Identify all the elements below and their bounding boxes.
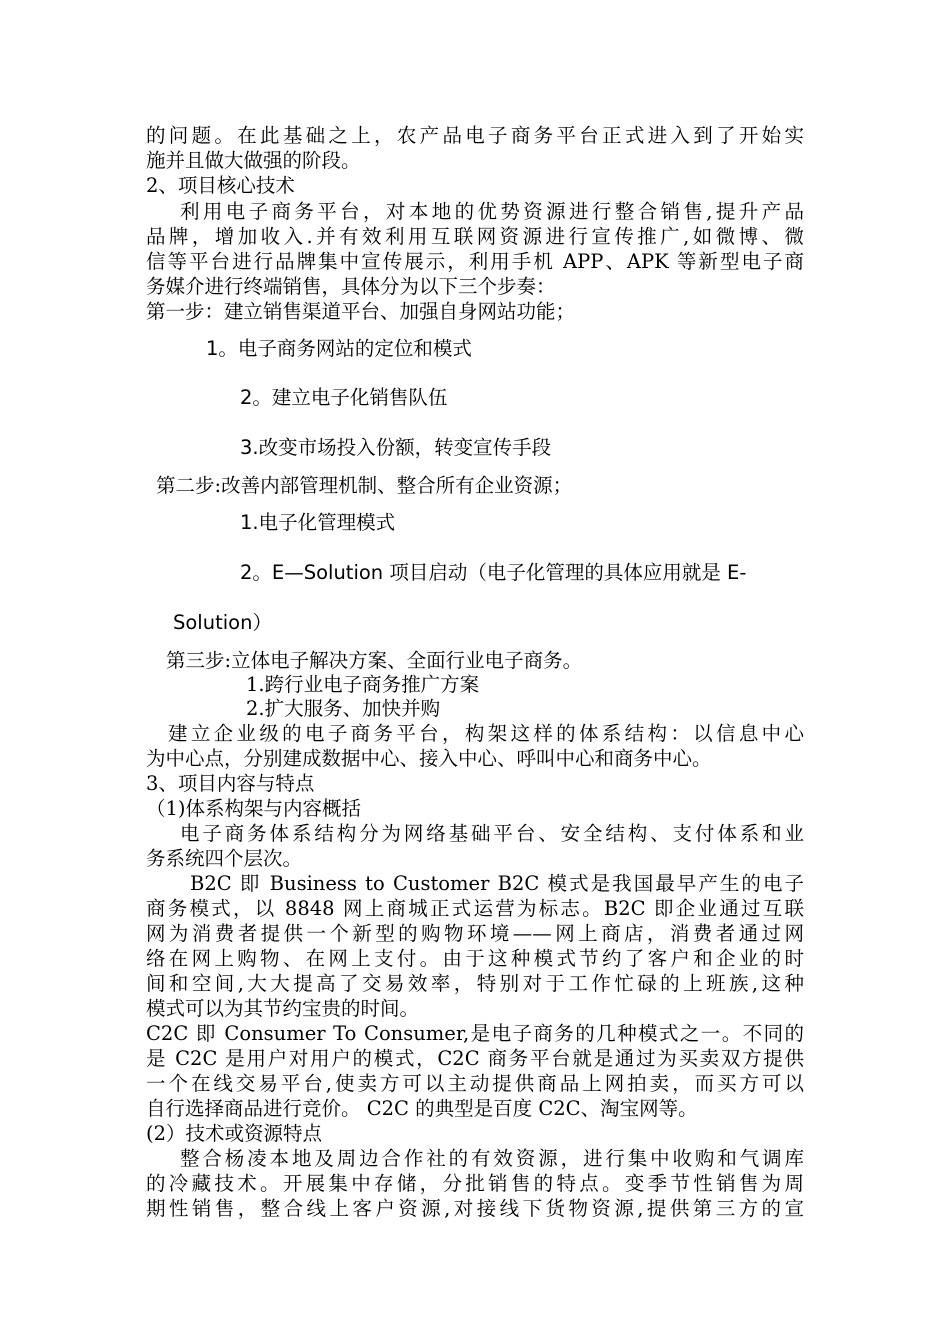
- list-item: 1。电子商务网站的定位和模式: [206, 337, 472, 360]
- list-item: 2.扩大服务、加快并购: [246, 697, 441, 720]
- subsection-heading: (2）技术或资源特点: [146, 1122, 323, 1145]
- step-heading: 第二步:改善内部管理机制、整合所有企业资源；: [156, 474, 573, 497]
- paragraph-line: 务媒介进行终端销售，具体分为以下三个步奏：: [146, 275, 556, 298]
- paragraph-line: 模式可以为其节约宝贵的时间。: [146, 997, 420, 1020]
- paragraph-line: 为中心点，分别建成数据中心、接入中心、呼叫中心和商务中心。: [146, 747, 712, 770]
- paragraph-line: 网为消费者提供一个新型的购物环境——网上商店，消费者通过网: [146, 922, 804, 945]
- paragraph-line: 务系统四个层次。: [146, 847, 303, 870]
- section-heading: 3、项目内容与特点: [146, 772, 315, 795]
- list-item: 2。E—Solution 项目启动（电子化管理的具体应用就是 E-: [240, 561, 747, 584]
- list-item: 1.跨行业电子商务推广方案: [246, 673, 480, 696]
- subsection-heading: （1)体系构架与内容概括: [146, 797, 362, 820]
- list-item: 1.电子化管理模式: [240, 511, 396, 534]
- paragraph-line: 施并且做大做强的阶段。: [146, 149, 361, 172]
- paragraph-line: 信等平台进行品牌集中宣传展示，利用手机 APP、APK 等新型电子商: [146, 250, 804, 273]
- paragraph-line: 期性销售，整合线上客户资源,对接线下货物资源,提供第三方的宣: [146, 1197, 804, 1220]
- paragraph-line: 电子商务体系结构分为网络基础平台、安全结构、支付体系和业: [180, 822, 804, 845]
- paragraph-line: 的冷藏技术。开展集中存储，分批销售的特点。变季节性销售为周: [146, 1172, 804, 1195]
- paragraph-line: 一个在线交易平台,使卖方可以主动提供商品上网拍卖，而买方可以: [146, 1072, 804, 1095]
- paragraph-line: 利用电子商务平台，对本地的优势资源进行整合销售,提升产品: [180, 200, 804, 223]
- paragraph-line: 商务模式，以 8848 网上商城正式运营为标志。B2C 即企业通过互联: [146, 897, 804, 920]
- step-heading: 第三步:立体电子解决方案、全面行业电子商务。: [166, 649, 583, 672]
- paragraph-line: 自行选择商品进行竞价。 C2C 的典型是百度 C2C、淘宝网等。: [146, 1097, 698, 1120]
- paragraph-line: C2C 即 Consumer To Consumer,是电子商务的几种模式之一。不同的: [146, 1022, 804, 1045]
- list-item: Solution）: [173, 611, 272, 634]
- paragraph-line: 整合杨凌本地及周边合作社的有效资源，进行集中收购和气调库: [180, 1147, 804, 1170]
- step-heading: 第一步：建立销售渠道平台、加强自身网站功能；: [146, 300, 576, 323]
- paragraph-line: 的问题。在此基础之上，农产品电子商务平台正式进入到了开始实: [146, 124, 804, 147]
- paragraph-line: 品牌，增加收入.并有效利用互联网资源进行宣传推广,如微博、微: [146, 225, 804, 248]
- section-heading: 2、项目核心技术: [146, 174, 295, 197]
- paragraph-line: 间和空间,大大提高了交易效率，特别对于工作忙碌的上班族,这种: [146, 972, 804, 995]
- paragraph-line: 是 C2C 是用户对用户的模式，C2C 商务平台就是通过为买卖双方提供: [146, 1047, 804, 1070]
- paragraph-line: B2C 即 Business to Customer B2C 模式是我国最早产生的电子: [190, 872, 804, 895]
- paragraph-line: 建立企业级的电子商务平台，构架这样的体系结构：以信息中心: [168, 722, 804, 745]
- list-item: 2。建立电子化销售队伍: [240, 386, 448, 409]
- paragraph-line: 络在网上购物、在网上支付。由于这种模式节约了客户和企业的时: [146, 947, 804, 970]
- list-item: 3.改变市场投入份额，转变宣传手段: [240, 436, 552, 459]
